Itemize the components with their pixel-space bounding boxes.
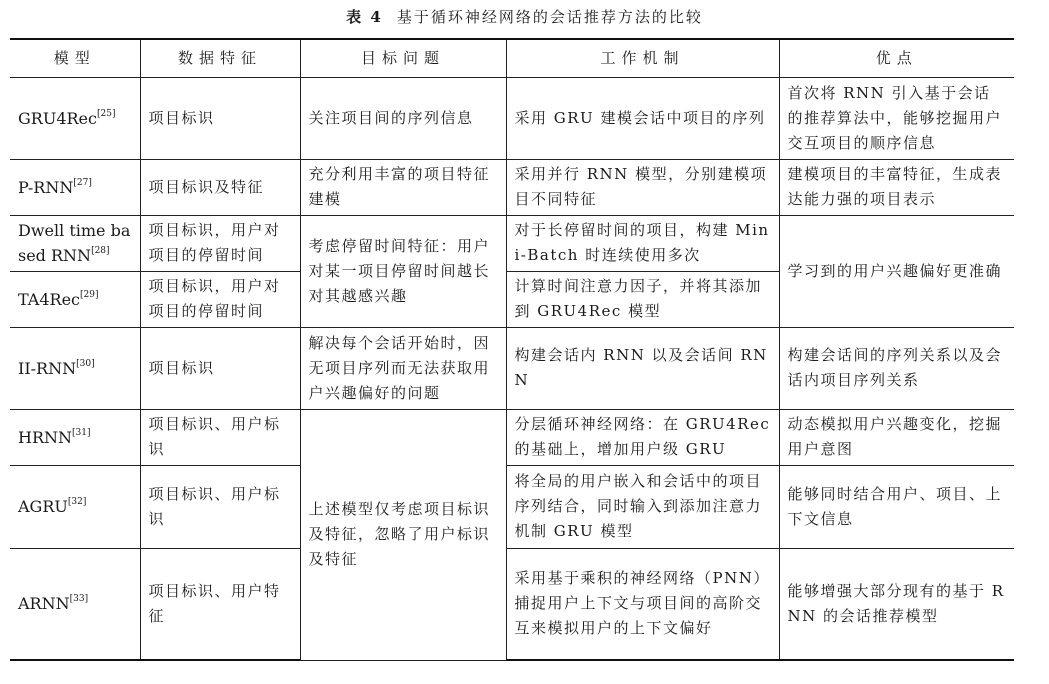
model-name: P-RNN [18, 177, 74, 197]
header-advantage: 优点 [779, 39, 1014, 77]
problem-cell: 考虑停留时间特征：用户对某一项目停留时间越长对其越感兴趣 [300, 215, 506, 327]
table-row [10, 327, 1014, 409]
model-name: HRNN [18, 427, 72, 447]
table-row [10, 409, 1014, 465]
table-caption [0, 6, 1049, 27]
model-cell [10, 159, 140, 215]
problem-cell: 充分利用丰富的项目特征建模 [300, 159, 506, 215]
model-cell [10, 215, 140, 271]
feature-cell: 项目标识，用户对项目的停留时间 [140, 215, 300, 271]
model-cell [10, 548, 140, 660]
table-row [10, 215, 1014, 271]
model-name: Dwell time based RNN [18, 221, 131, 265]
model-cell [10, 465, 140, 548]
advantage-cell: 能够同时结合用户、项目、上下文信息 [779, 465, 1014, 548]
caption-number: 表 4 [346, 8, 383, 26]
feature-cell: 项目标识 [140, 327, 300, 409]
citation: [ $^{27}$ ] [73, 178, 91, 188]
citation: [ $^{33}$ ] [70, 594, 88, 604]
feature-cell: 项目标识 [140, 77, 300, 159]
mechanism-cell: 计算时间注意力因子，并将其添加到 GRU4Rec 模型 [506, 271, 779, 327]
header-feature: 数据特征 [140, 39, 300, 77]
feature-cell: 项目标识，用户对项目的停留时间 [140, 271, 300, 327]
table-row [10, 77, 1014, 159]
comparison-table [10, 38, 1014, 661]
header-model: 模型 [10, 39, 140, 77]
model-name: II-RNN [18, 358, 77, 378]
advantage-cell: 学习到的用户兴趣偏好更准确 [779, 215, 1014, 327]
mechanism-cell: 构建会话内 RNN 以及会话间 RNN [506, 327, 779, 409]
table-row [10, 465, 1014, 548]
feature-cell: 项目标识、用户特征 [140, 548, 300, 660]
model-cell [10, 409, 140, 465]
model-cell [10, 327, 140, 409]
header-row [10, 39, 1014, 77]
table-row [10, 159, 1014, 215]
citation: [ $^{31}$ ] [72, 428, 90, 438]
advantage-cell: 构建会话间的序列关系以及会话内项目序列关系 [779, 327, 1014, 409]
advantage-cell: 动态模拟用户兴趣变化，挖掘用户意图 [779, 409, 1014, 465]
citation: [ $^{30}$ ] [76, 359, 94, 369]
problem-cell: 关注项目间的序列信息 [300, 77, 506, 159]
feature-cell: 项目标识、用户标识 [140, 465, 300, 548]
citation: [ $^{29}$ ] [80, 290, 98, 300]
advantage-cell: 能够增强大部分现有的基于 RNN 的会话推荐模型 [779, 548, 1014, 660]
model-cell [10, 77, 140, 159]
model-name: TA4Rec [18, 289, 81, 309]
advantage-cell: 首次将 RNN 引入基于会话的推荐算法中，能够挖掘用户交互项目的顺序信息 [779, 77, 1014, 159]
citation: [ $^{25}$ ] [97, 109, 115, 119]
header-problem: 目标问题 [300, 39, 506, 77]
model-name: ARNN [18, 594, 70, 614]
header-mechanism: 工作机制 [506, 39, 779, 77]
problem-cell: 上述模型仅考虑项目标识及特征，忽略了用户标识及特征 [300, 409, 506, 660]
model-name: AGRU [18, 497, 68, 516]
mechanism-cell: 将全局的用户嵌入和会话中的项目序列结合，同时输入到添加注意力机制 GRU 模型 [506, 465, 779, 548]
caption-title: 基于循环神经网络的会话推荐方法的比较 [396, 8, 703, 26]
mechanism-cell: 采用基于乘积的神经网络（PNN）捕捉用户上下文与项目间的高阶交互来模拟用户的上下文偏好 [506, 548, 779, 660]
mechanism-cell: 采用 GRU 建模会话中项目的序列 [506, 77, 779, 159]
table-row [10, 548, 1014, 660]
citation: [ $^{28}$ ] [91, 246, 109, 256]
advantage-cell: 建模项目的丰富特征，生成表达能力强的项目表示 [779, 159, 1014, 215]
problem-cell: 解决每个会话开始时，因无项目序列而无法获取用户兴趣偏好的问题 [300, 327, 506, 409]
feature-cell: 项目标识及特征 [140, 159, 300, 215]
mechanism-cell: 采用并行 RNN 模型，分别建模项目不同特征 [506, 159, 779, 215]
mechanism-cell: 对于长停留时间的项目，构建 Mini-Batch 时连续使用多次 [506, 215, 779, 271]
mechanism-cell: 分层循环神经网络：在 GRU4Rec 的基础上，增加用户级 GRU [506, 409, 779, 465]
model-cell [10, 271, 140, 327]
citation: [ $^{32}$ ] [68, 497, 86, 507]
model-name: GRU4Rec [18, 108, 97, 128]
feature-cell: 项目标识、用户标识 [140, 409, 300, 465]
